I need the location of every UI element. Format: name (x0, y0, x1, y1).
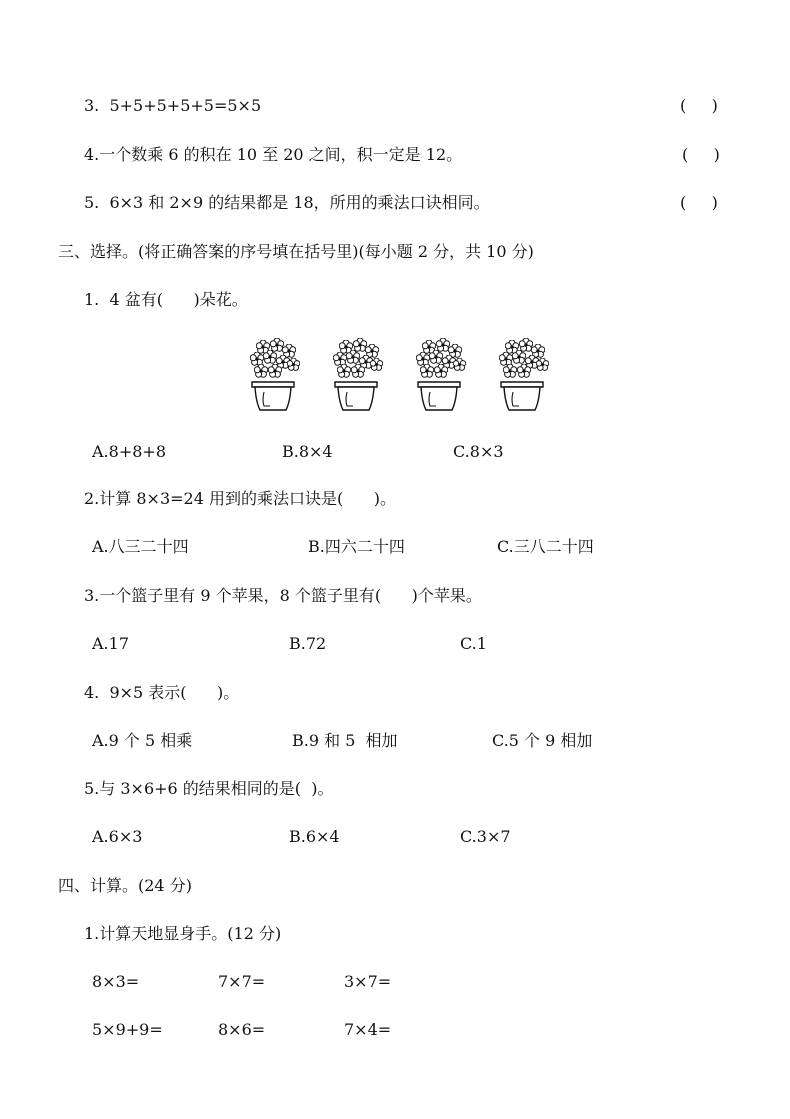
section-4-heading: 四、计算。(24 分) (58, 876, 192, 895)
question-2-option-c[interactable]: C.三八二十四 (497, 537, 594, 556)
calc-problem: 8×3= (92, 972, 140, 991)
question-5-stem: 5.与 3×6+6 的结果相同的是( )。 (84, 779, 334, 798)
judge-item-4: 4.一个数乘 6 的积在 10 至 20 之间，积一定是 12。 (84, 145, 463, 164)
question-5-option-b[interactable]: B.6×4 (289, 827, 340, 846)
question-3-option-c[interactable]: C.1 (460, 634, 487, 653)
calc-problem: 5×9+9= (92, 1020, 163, 1039)
question-5-option-c[interactable]: C.3×7 (460, 827, 511, 846)
question-1-stem: 1. 4 盆有( )朵花。 (84, 290, 248, 309)
question-2-option-a[interactable]: A.八三二十四 (92, 537, 189, 556)
calc-sub-heading: 1.计算天地显身手。(12 分) (84, 924, 282, 943)
question-1-option-a[interactable]: A.8+8+8 (92, 442, 166, 461)
question-5-option-a[interactable]: A.6×3 (92, 827, 143, 846)
question-4-option-a[interactable]: A.9 个 5 相乘 (92, 731, 193, 750)
calc-problem: 7×7= (218, 972, 266, 991)
calc-problem: 7×4= (344, 1020, 392, 1039)
question-4-option-c[interactable]: C.5 个 9 相加 (492, 731, 593, 750)
flower-pots-illustration (246, 338, 546, 412)
flower-pot-icon (412, 338, 466, 412)
judge-item-3: 3. 5+5+5+5+5=5×5 (84, 96, 262, 115)
flower-pot-icon (246, 338, 300, 412)
calc-problem: 8×6= (218, 1020, 266, 1039)
question-2-option-b[interactable]: B.四六二十四 (308, 537, 405, 556)
question-3-option-b[interactable]: B.72 (289, 634, 327, 653)
answer-bracket[interactable]: ( ) (682, 145, 720, 164)
flower-pot-icon (329, 338, 383, 412)
flower-pot-icon (495, 338, 549, 412)
judge-item-5: 5. 6×3 和 2×9 的结果都是 18，所用的乘法口诀相同。 (84, 193, 490, 212)
question-3-stem: 3.一个篮子里有 9 个苹果，8 个篮子里有( )个苹果。 (84, 586, 482, 605)
question-3-option-a[interactable]: A.17 (92, 634, 129, 653)
question-1-option-c[interactable]: C.8×3 (453, 442, 504, 461)
calc-problem: 3×7= (344, 972, 392, 991)
question-4-stem: 4. 9×5 表示( )。 (84, 683, 240, 702)
question-2-stem: 2.计算 8×3=24 用到的乘法口诀是( )。 (84, 489, 396, 508)
question-4-option-b[interactable]: B.9 和 5 相加 (292, 731, 398, 750)
answer-bracket[interactable]: ( ) (680, 96, 718, 115)
section-3-heading: 三、选择。(将正确答案的序号填在括号里)(每小题 2 分，共 10 分) (58, 242, 534, 261)
answer-bracket[interactable]: ( ) (680, 193, 718, 212)
question-1-option-b[interactable]: B.8×4 (282, 442, 333, 461)
